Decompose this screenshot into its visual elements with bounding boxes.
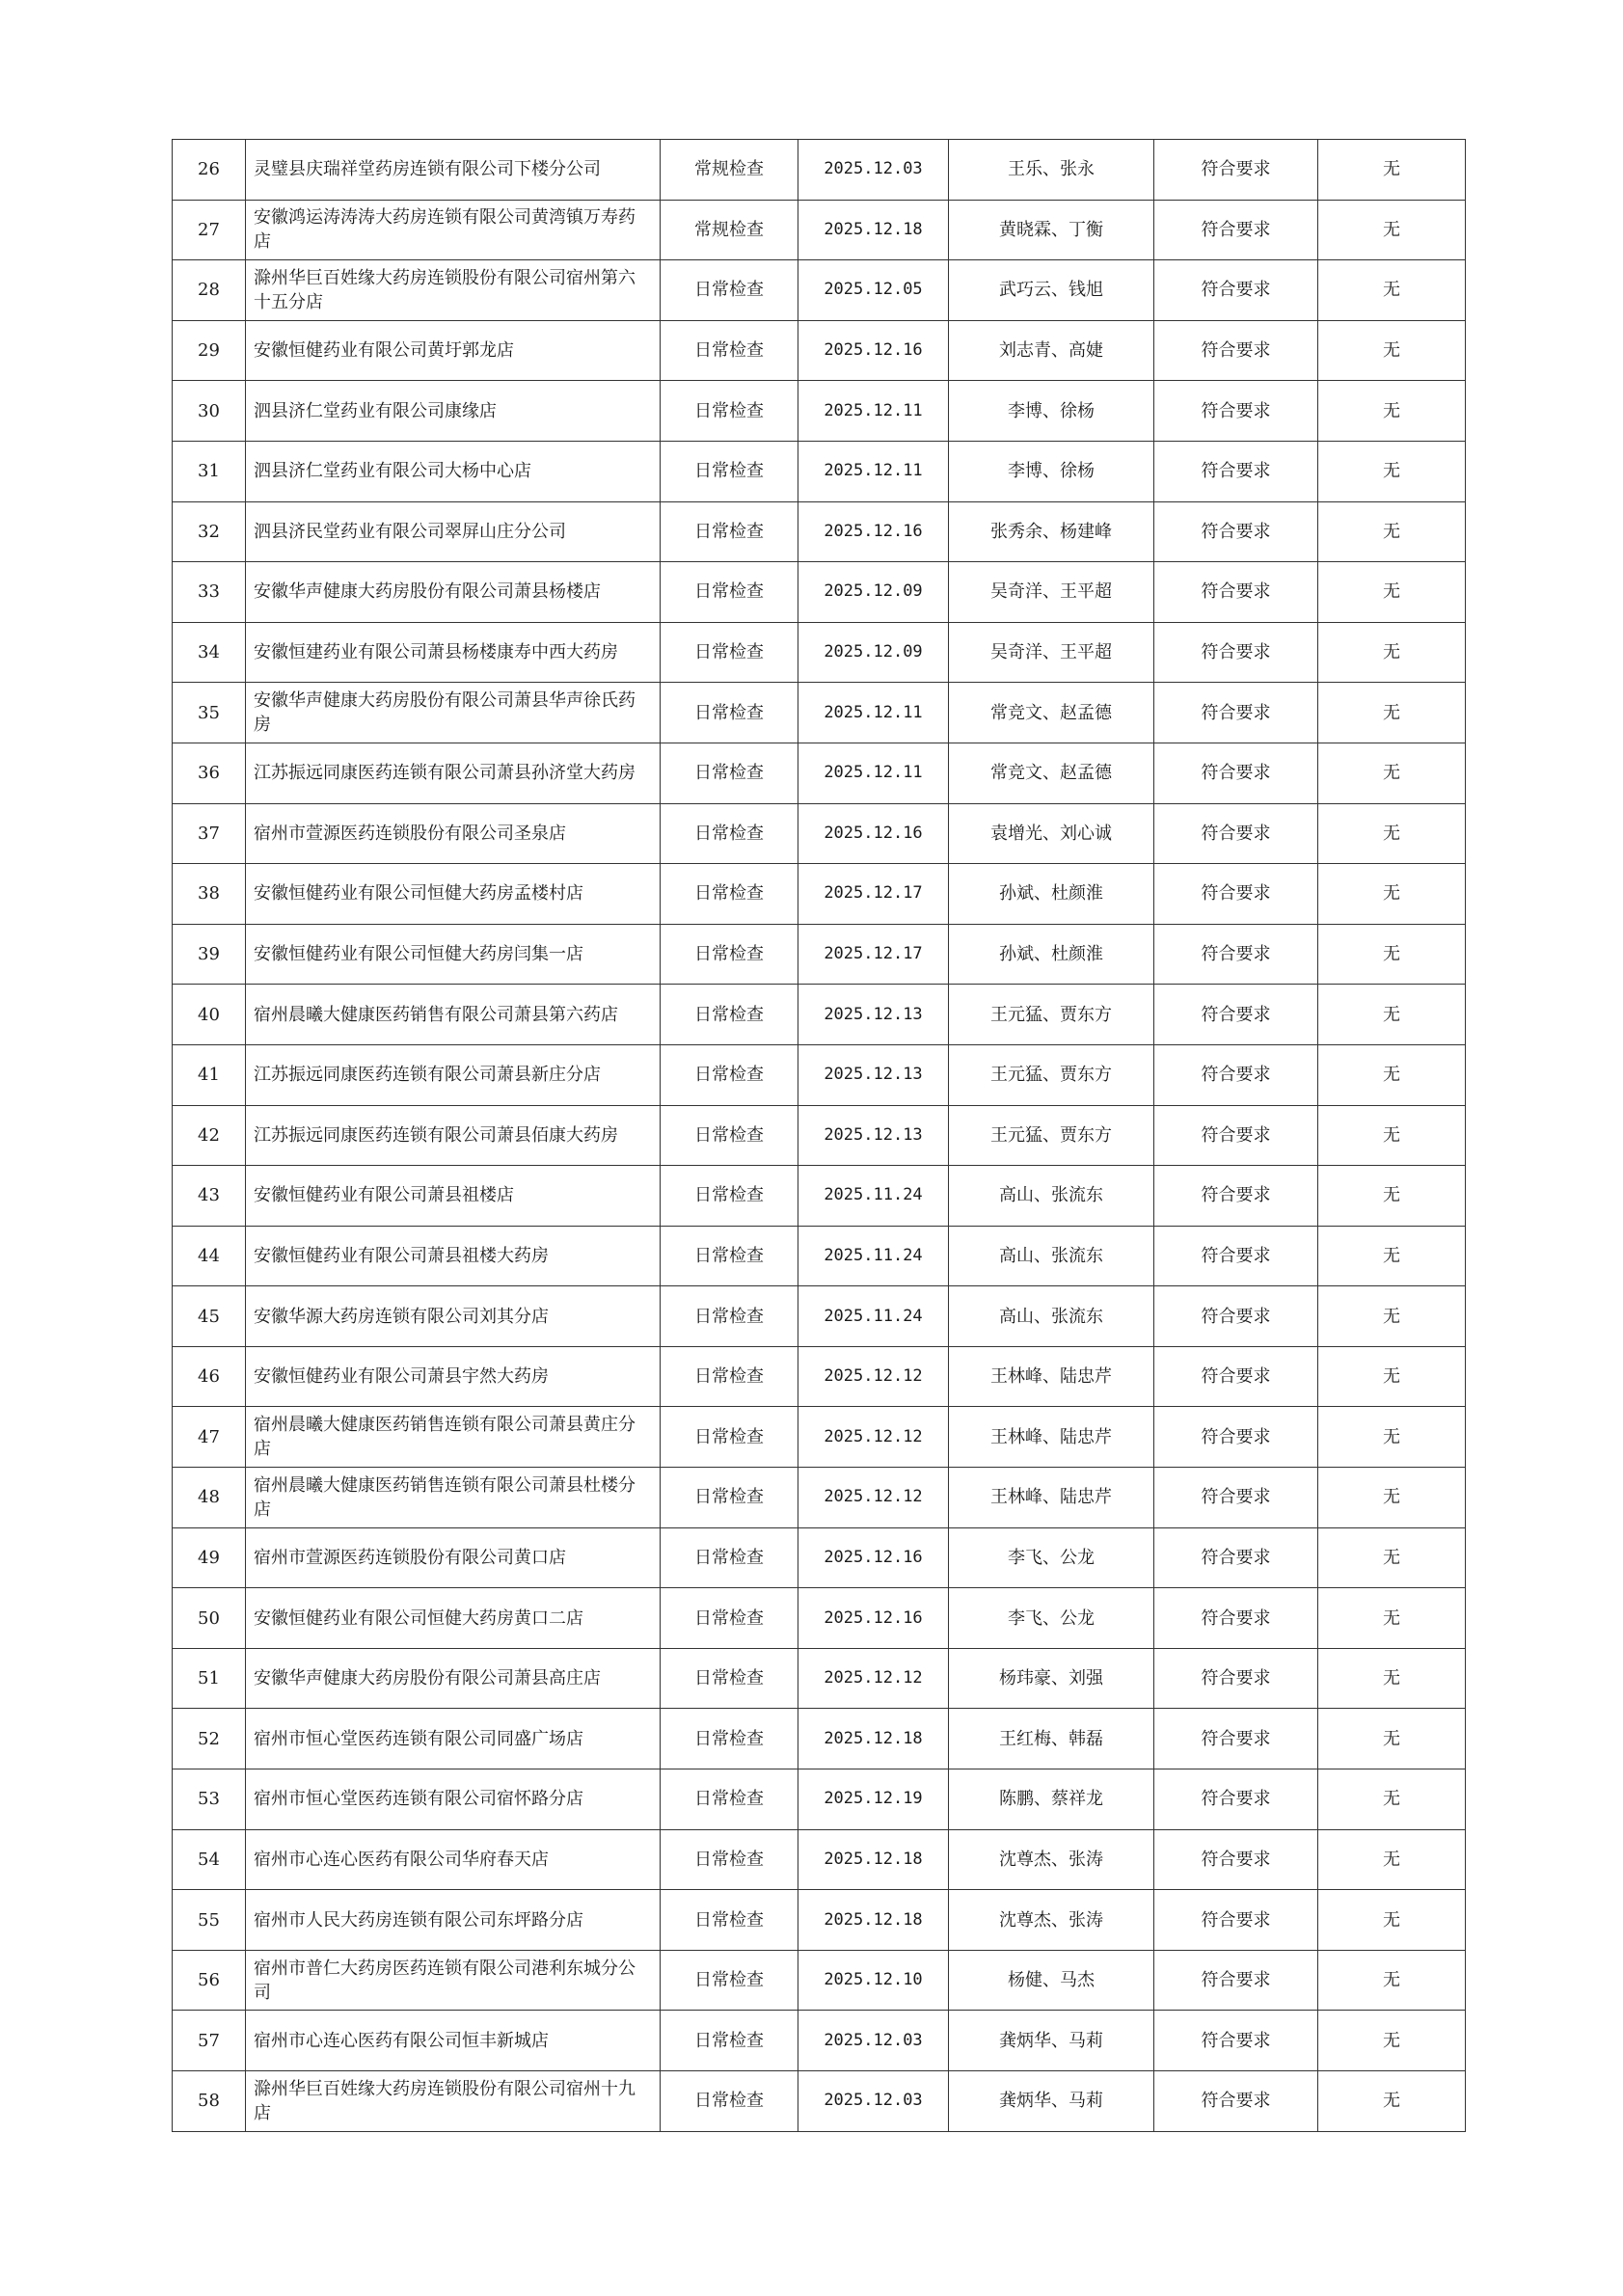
table-row [173, 1226, 1466, 1286]
store-name: 宿州市人民大药房连锁有限公司东坪路分店 [246, 1890, 661, 1951]
store-name: 滁州华巨百姓缘大药房连锁股份有限公司宿州第六十五分店 [246, 260, 661, 321]
inspection-type: 日常检查 [661, 985, 798, 1045]
store-name: 滁州华巨百姓缘大药房连锁股份有限公司宿州十九店 [246, 2071, 661, 2132]
inspection-date: 2025.12.10 [798, 1950, 949, 2011]
store-name: 灵璧县庆瑞祥堂药房连锁有限公司下楼分公司 [246, 140, 661, 201]
inspectors: 吴奇洋、王平超 [949, 622, 1154, 683]
inspection-type: 日常检查 [661, 1166, 798, 1227]
inspectors: 王元猛、贾东方 [949, 985, 1154, 1045]
inspection-table-body [173, 140, 1466, 2132]
table-row [173, 1588, 1466, 1649]
inspection-result: 符合要求 [1154, 1769, 1318, 1830]
inspection-type: 日常检查 [661, 622, 798, 683]
inspection-result: 符合要求 [1154, 1468, 1318, 1528]
store-name: 安徽华声健康大药房股份有限公司萧县华声徐氏药房 [246, 683, 661, 743]
inspection-table-page [172, 139, 1459, 2132]
inspectors: 孙斌、杜颜淮 [949, 864, 1154, 925]
inspection-type: 日常检查 [661, 803, 798, 864]
inspection-date: 2025.12.12 [798, 1407, 949, 1468]
inspection-result: 符合要求 [1154, 1346, 1318, 1407]
inspectors: 吴奇洋、王平超 [949, 562, 1154, 623]
penalty: 无 [1318, 1769, 1466, 1830]
row-number: 57 [173, 2011, 246, 2071]
inspection-result: 符合要求 [1154, 1527, 1318, 1588]
inspectors: 王元猛、贾东方 [949, 1105, 1154, 1166]
inspection-result: 符合要求 [1154, 985, 1318, 1045]
penalty: 无 [1318, 1588, 1466, 1649]
table-row [173, 1527, 1466, 1588]
inspection-type: 日常检查 [661, 260, 798, 321]
inspection-table [172, 139, 1466, 2132]
inspectors: 杨玮豪、刘强 [949, 1648, 1154, 1709]
store-name: 江苏振远同康医药连锁有限公司萧县孙济堂大药房 [246, 743, 661, 803]
inspectors: 黄晓霖、丁衡 [949, 200, 1154, 260]
penalty: 无 [1318, 140, 1466, 201]
penalty: 无 [1318, 1166, 1466, 1227]
inspection-result: 符合要求 [1154, 1407, 1318, 1468]
penalty: 无 [1318, 1890, 1466, 1951]
inspection-result: 符合要求 [1154, 1105, 1318, 1166]
inspection-date: 2025.12.03 [798, 2071, 949, 2132]
store-name: 安徽华源大药房连锁有限公司刘其分店 [246, 1286, 661, 1347]
penalty: 无 [1318, 501, 1466, 562]
inspection-date: 2025.12.16 [798, 803, 949, 864]
penalty: 无 [1318, 320, 1466, 381]
penalty: 无 [1318, 1044, 1466, 1105]
row-number: 36 [173, 743, 246, 803]
inspection-type: 日常检查 [661, 2011, 798, 2071]
inspection-date: 2025.12.13 [798, 1105, 949, 1166]
inspection-type: 日常检查 [661, 1829, 798, 1890]
store-name: 泗县济仁堂药业有限公司康缘店 [246, 381, 661, 442]
inspection-result: 符合要求 [1154, 1226, 1318, 1286]
row-number: 31 [173, 441, 246, 501]
inspectors: 常竞文、赵孟德 [949, 683, 1154, 743]
inspectors: 王元猛、贾东方 [949, 1044, 1154, 1105]
table-row [173, 622, 1466, 683]
inspection-result: 符合要求 [1154, 260, 1318, 321]
penalty: 无 [1318, 441, 1466, 501]
store-name: 宿州市恒心堂医药连锁有限公司宿怀路分店 [246, 1769, 661, 1830]
store-name: 安徽华声健康大药房股份有限公司萧县高庄店 [246, 1648, 661, 1709]
row-number: 46 [173, 1346, 246, 1407]
inspection-type: 日常检查 [661, 1468, 798, 1528]
inspection-type: 日常检查 [661, 1105, 798, 1166]
inspectors: 李博、徐杨 [949, 441, 1154, 501]
table-row [173, 2071, 1466, 2132]
row-number: 26 [173, 140, 246, 201]
inspection-date: 2025.12.18 [798, 1829, 949, 1890]
inspection-type: 日常检查 [661, 1407, 798, 1468]
inspection-result: 符合要求 [1154, 1166, 1318, 1227]
row-number: 56 [173, 1950, 246, 2011]
inspectors: 高山、张流东 [949, 1166, 1154, 1227]
row-number: 44 [173, 1226, 246, 1286]
inspection-type: 日常检查 [661, 2071, 798, 2132]
penalty: 无 [1318, 1105, 1466, 1166]
penalty: 无 [1318, 200, 1466, 260]
penalty: 无 [1318, 260, 1466, 321]
inspectors: 李飞、公龙 [949, 1527, 1154, 1588]
table-row [173, 803, 1466, 864]
store-name: 安徽恒健药业有限公司恒健大药房闫集一店 [246, 924, 661, 985]
inspection-date: 2025.12.18 [798, 1709, 949, 1769]
inspectors: 龚炳华、马莉 [949, 2071, 1154, 2132]
inspection-date: 2025.12.12 [798, 1346, 949, 1407]
store-name: 安徽恒健药业有限公司恒健大药房黄口二店 [246, 1588, 661, 1649]
inspection-date: 2025.12.19 [798, 1769, 949, 1830]
inspection-type: 日常检查 [661, 924, 798, 985]
penalty: 无 [1318, 1950, 1466, 2011]
penalty: 无 [1318, 622, 1466, 683]
table-row [173, 1769, 1466, 1830]
inspectors: 李飞、公龙 [949, 1588, 1154, 1649]
store-name: 安徽鸿运涛涛涛大药房连锁有限公司黄湾镇万寿药店 [246, 200, 661, 260]
inspection-result: 符合要求 [1154, 1709, 1318, 1769]
inspection-date: 2025.12.13 [798, 985, 949, 1045]
penalty: 无 [1318, 1648, 1466, 1709]
inspection-type: 日常检查 [661, 1890, 798, 1951]
inspection-type: 日常检查 [661, 1709, 798, 1769]
inspection-result: 符合要求 [1154, 1829, 1318, 1890]
penalty: 无 [1318, 864, 1466, 925]
table-row [173, 985, 1466, 1045]
table-row [173, 260, 1466, 321]
table-row [173, 1407, 1466, 1468]
penalty: 无 [1318, 803, 1466, 864]
inspection-type: 日常检查 [661, 562, 798, 623]
inspection-result: 符合要求 [1154, 622, 1318, 683]
inspection-date: 2025.11.24 [798, 1226, 949, 1286]
inspection-date: 2025.12.12 [798, 1468, 949, 1528]
row-number: 54 [173, 1829, 246, 1890]
inspectors: 武巧云、钱旭 [949, 260, 1154, 321]
inspection-date: 2025.12.11 [798, 381, 949, 442]
inspectors: 沈尊杰、张涛 [949, 1890, 1154, 1951]
inspectors: 陈鹏、蔡祥龙 [949, 1769, 1154, 1830]
inspection-result: 符合要求 [1154, 1286, 1318, 1347]
inspection-date: 2025.12.12 [798, 1648, 949, 1709]
inspection-date: 2025.12.09 [798, 562, 949, 623]
row-number: 52 [173, 1709, 246, 1769]
table-row [173, 743, 1466, 803]
row-number: 38 [173, 864, 246, 925]
row-number: 48 [173, 1468, 246, 1528]
penalty: 无 [1318, 2071, 1466, 2132]
inspection-type: 日常检查 [661, 1346, 798, 1407]
inspection-result: 符合要求 [1154, 924, 1318, 985]
table-row [173, 1044, 1466, 1105]
penalty: 无 [1318, 1829, 1466, 1890]
inspection-result: 符合要求 [1154, 1044, 1318, 1105]
inspection-date: 2025.12.18 [798, 1890, 949, 1951]
store-name: 宿州市普仁大药房医药连锁有限公司港利东城分公司 [246, 1950, 661, 2011]
store-name: 江苏振远同康医药连锁有限公司萧县新庄分店 [246, 1044, 661, 1105]
inspection-result: 符合要求 [1154, 140, 1318, 201]
inspection-date: 2025.12.16 [798, 501, 949, 562]
inspection-result: 符合要求 [1154, 320, 1318, 381]
table-row [173, 1468, 1466, 1528]
penalty: 无 [1318, 1286, 1466, 1347]
inspectors: 王林峰、陆忠芹 [949, 1468, 1154, 1528]
inspection-result: 符合要求 [1154, 2011, 1318, 2071]
row-number: 43 [173, 1166, 246, 1227]
inspection-type: 日常检查 [661, 441, 798, 501]
table-row [173, 1166, 1466, 1227]
row-number: 45 [173, 1286, 246, 1347]
table-row [173, 501, 1466, 562]
store-name: 宿州晨曦大健康医药销售连锁有限公司萧县黄庄分店 [246, 1407, 661, 1468]
inspection-result: 符合要求 [1154, 501, 1318, 562]
inspectors: 龚炳华、马莉 [949, 2011, 1154, 2071]
inspectors: 张秀余、杨建峰 [949, 501, 1154, 562]
inspectors: 王红梅、韩磊 [949, 1709, 1154, 1769]
row-number: 29 [173, 320, 246, 381]
inspection-type: 日常检查 [661, 1044, 798, 1105]
store-name: 安徽恒健药业有限公司黄圩郭龙店 [246, 320, 661, 381]
table-row [173, 441, 1466, 501]
table-row [173, 1890, 1466, 1951]
row-number: 40 [173, 985, 246, 1045]
row-number: 53 [173, 1769, 246, 1830]
store-name: 宿州市心连心医药有限公司华府春天店 [246, 1829, 661, 1890]
store-name: 安徽恒健药业有限公司恒健大药房孟楼村店 [246, 864, 661, 925]
inspection-result: 符合要求 [1154, 200, 1318, 260]
inspection-type: 日常检查 [661, 1286, 798, 1347]
row-number: 51 [173, 1648, 246, 1709]
penalty: 无 [1318, 743, 1466, 803]
inspection-result: 符合要求 [1154, 2071, 1318, 2132]
penalty: 无 [1318, 924, 1466, 985]
penalty: 无 [1318, 683, 1466, 743]
inspection-result: 符合要求 [1154, 803, 1318, 864]
inspectors: 高山、张流东 [949, 1286, 1154, 1347]
row-number: 35 [173, 683, 246, 743]
row-number: 55 [173, 1890, 246, 1951]
inspectors: 孙斌、杜颜淮 [949, 924, 1154, 985]
inspection-result: 符合要求 [1154, 1950, 1318, 2011]
store-name: 宿州市萱源医药连锁股份有限公司圣泉店 [246, 803, 661, 864]
store-name: 宿州市心连心医药有限公司恒丰新城店 [246, 2011, 661, 2071]
inspection-type: 日常检查 [661, 1648, 798, 1709]
inspection-date: 2025.12.17 [798, 864, 949, 925]
penalty: 无 [1318, 1527, 1466, 1588]
table-row [173, 200, 1466, 260]
inspection-type: 日常检查 [661, 864, 798, 925]
row-number: 50 [173, 1588, 246, 1649]
inspection-date: 2025.12.03 [798, 140, 949, 201]
table-row [173, 381, 1466, 442]
table-row [173, 1648, 1466, 1709]
store-name: 安徽华声健康大药房股份有限公司萧县杨楼店 [246, 562, 661, 623]
inspection-result: 符合要求 [1154, 562, 1318, 623]
store-name: 安徽恒健药业有限公司萧县祖楼大药房 [246, 1226, 661, 1286]
penalty: 无 [1318, 985, 1466, 1045]
store-name: 宿州晨曦大健康医药销售连锁有限公司萧县杜楼分店 [246, 1468, 661, 1528]
inspection-result: 符合要求 [1154, 441, 1318, 501]
penalty: 无 [1318, 1226, 1466, 1286]
inspection-date: 2025.12.16 [798, 1588, 949, 1649]
inspectors: 常竞文、赵孟德 [949, 743, 1154, 803]
inspection-type: 日常检查 [661, 381, 798, 442]
inspection-type: 日常检查 [661, 1527, 798, 1588]
table-row [173, 1950, 1466, 2011]
table-row [173, 1829, 1466, 1890]
row-number: 33 [173, 562, 246, 623]
inspection-result: 符合要求 [1154, 1588, 1318, 1649]
penalty: 无 [1318, 381, 1466, 442]
table-row [173, 864, 1466, 925]
inspection-type: 日常检查 [661, 683, 798, 743]
inspection-type: 日常检查 [661, 1588, 798, 1649]
row-number: 41 [173, 1044, 246, 1105]
row-number: 28 [173, 260, 246, 321]
store-name: 泗县济民堂药业有限公司翠屏山庄分公司 [246, 501, 661, 562]
penalty: 无 [1318, 1346, 1466, 1407]
inspection-date: 2025.12.16 [798, 320, 949, 381]
inspection-date: 2025.12.11 [798, 441, 949, 501]
table-row [173, 924, 1466, 985]
inspectors: 王林峰、陆忠芹 [949, 1346, 1154, 1407]
table-row [173, 1709, 1466, 1769]
inspectors: 沈尊杰、张涛 [949, 1829, 1154, 1890]
table-row [173, 1105, 1466, 1166]
row-number: 39 [173, 924, 246, 985]
inspectors: 王林峰、陆忠芹 [949, 1407, 1154, 1468]
inspection-result: 符合要求 [1154, 683, 1318, 743]
row-number: 37 [173, 803, 246, 864]
inspection-result: 符合要求 [1154, 381, 1318, 442]
inspection-date: 2025.12.16 [798, 1527, 949, 1588]
penalty: 无 [1318, 1407, 1466, 1468]
inspection-date: 2025.12.17 [798, 924, 949, 985]
inspection-date: 2025.11.24 [798, 1166, 949, 1227]
inspection-result: 符合要求 [1154, 1648, 1318, 1709]
table-row [173, 140, 1466, 201]
store-name: 宿州晨曦大健康医药销售有限公司萧县第六药店 [246, 985, 661, 1045]
inspectors: 李博、徐杨 [949, 381, 1154, 442]
inspection-date: 2025.12.05 [798, 260, 949, 321]
store-name: 安徽恒健药业有限公司萧县祖楼店 [246, 1166, 661, 1227]
inspectors: 高山、张流东 [949, 1226, 1154, 1286]
inspection-date: 2025.11.24 [798, 1286, 949, 1347]
inspection-date: 2025.12.03 [798, 2011, 949, 2071]
penalty: 无 [1318, 2011, 1466, 2071]
inspection-type: 日常检查 [661, 320, 798, 381]
table-row [173, 1286, 1466, 1347]
table-row [173, 1346, 1466, 1407]
inspection-date: 2025.12.18 [798, 200, 949, 260]
inspection-type: 日常检查 [661, 501, 798, 562]
table-row [173, 683, 1466, 743]
row-number: 58 [173, 2071, 246, 2132]
inspection-type: 常规检查 [661, 200, 798, 260]
inspection-type: 日常检查 [661, 1769, 798, 1830]
inspection-date: 2025.12.11 [798, 743, 949, 803]
table-row [173, 320, 1466, 381]
store-name: 安徽恒建药业有限公司萧县杨楼康寿中西大药房 [246, 622, 661, 683]
penalty: 无 [1318, 1709, 1466, 1769]
row-number: 49 [173, 1527, 246, 1588]
store-name: 安徽恒健药业有限公司萧县宇然大药房 [246, 1346, 661, 1407]
inspection-type: 日常检查 [661, 1950, 798, 2011]
store-name: 宿州市恒心堂医药连锁有限公司同盛广场店 [246, 1709, 661, 1769]
inspection-type: 日常检查 [661, 743, 798, 803]
row-number: 42 [173, 1105, 246, 1166]
row-number: 30 [173, 381, 246, 442]
inspectors: 刘志青、高婕 [949, 320, 1154, 381]
inspection-result: 符合要求 [1154, 743, 1318, 803]
inspectors: 杨健、马杰 [949, 1950, 1154, 2011]
store-name: 江苏振远同康医药连锁有限公司萧县佰康大药房 [246, 1105, 661, 1166]
row-number: 34 [173, 622, 246, 683]
table-row [173, 2011, 1466, 2071]
inspection-type: 常规检查 [661, 140, 798, 201]
row-number: 47 [173, 1407, 246, 1468]
penalty: 无 [1318, 562, 1466, 623]
inspection-date: 2025.12.11 [798, 683, 949, 743]
penalty: 无 [1318, 1468, 1466, 1528]
inspection-type: 日常检查 [661, 1226, 798, 1286]
inspection-result: 符合要求 [1154, 1890, 1318, 1951]
inspection-result: 符合要求 [1154, 864, 1318, 925]
inspectors: 袁增光、刘心诚 [949, 803, 1154, 864]
inspection-date: 2025.12.09 [798, 622, 949, 683]
table-row [173, 562, 1466, 623]
store-name: 宿州市萱源医药连锁股份有限公司黄口店 [246, 1527, 661, 1588]
inspection-date: 2025.12.13 [798, 1044, 949, 1105]
row-number: 32 [173, 501, 246, 562]
row-number: 27 [173, 200, 246, 260]
store-name: 泗县济仁堂药业有限公司大杨中心店 [246, 441, 661, 501]
inspectors: 王乐、张永 [949, 140, 1154, 201]
